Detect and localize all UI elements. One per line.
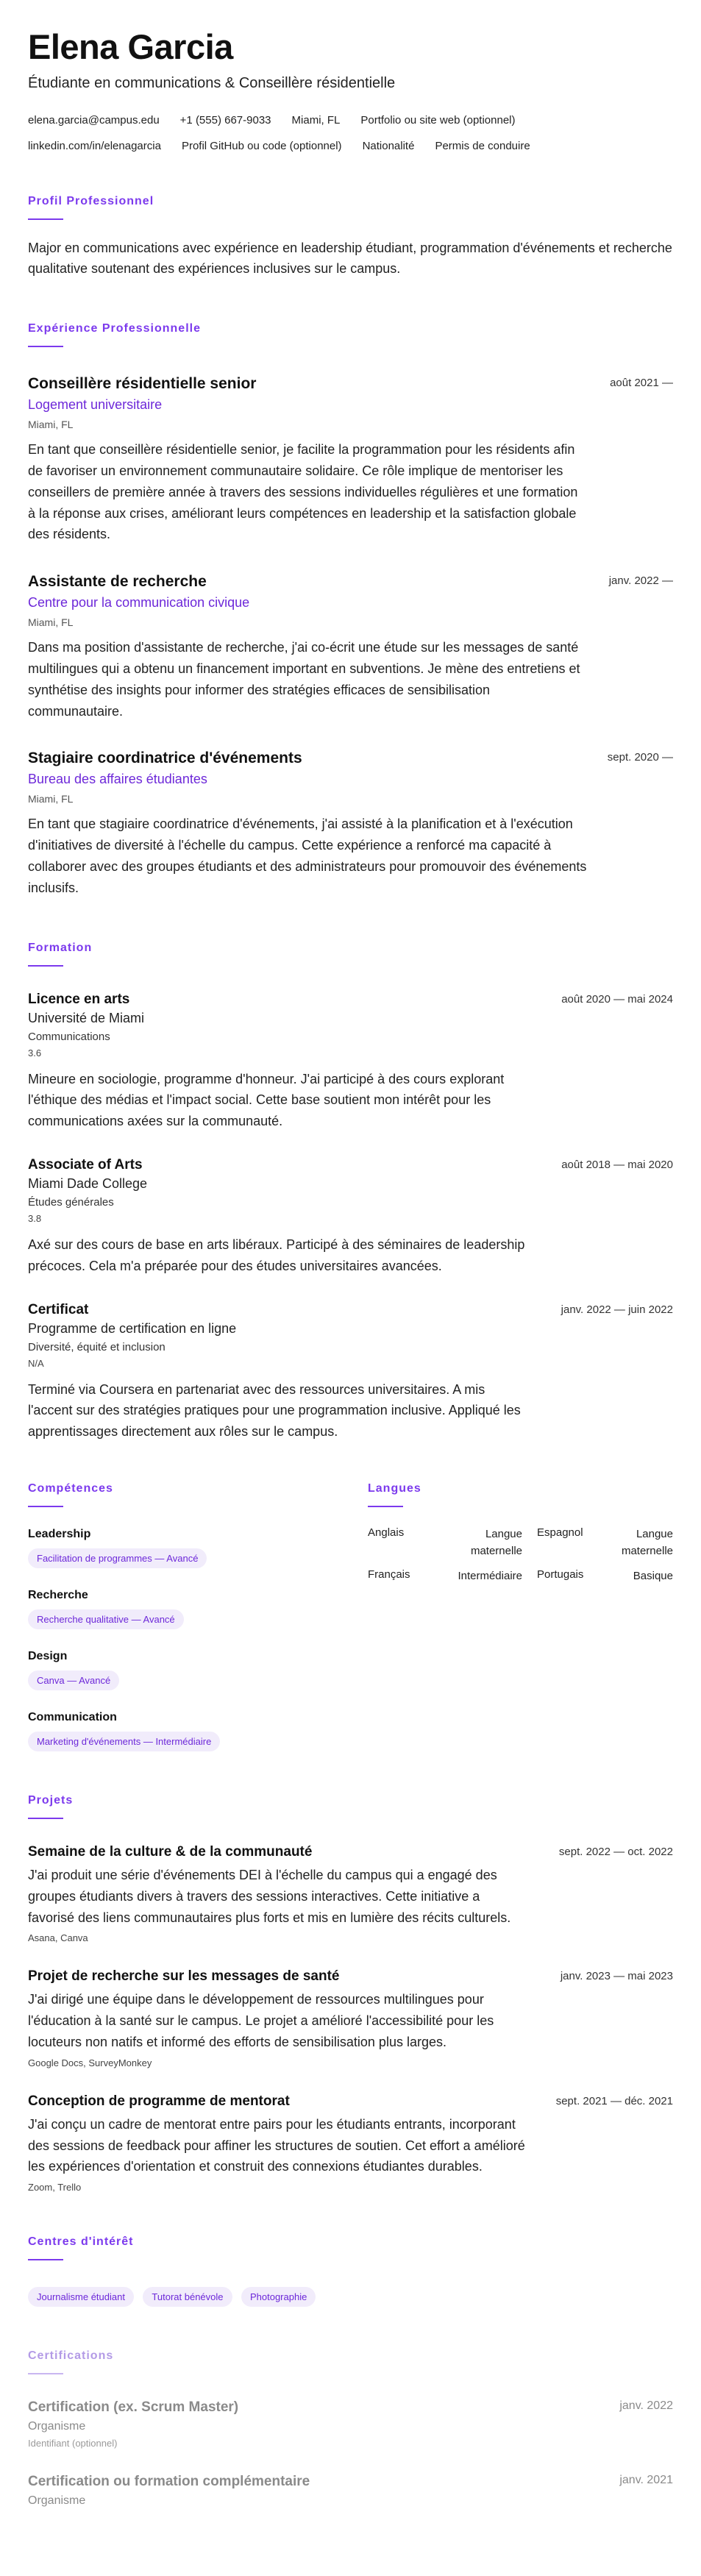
education-date: janv. 2022 — juin 2022 xyxy=(561,1303,673,1316)
school-name: Miami Dade College xyxy=(28,1176,148,1192)
education-description: Mineure en sociologie, programme d'honneur. J'ai participé à des cours explorant l'éthique des médias et l'impact social. Cette base soutient mon intérêt pour les communications axées sur la communauté. xyxy=(28,1071,505,1129)
skill-category: Recherche xyxy=(28,1589,88,1602)
field-of-study: Études générales xyxy=(28,1196,114,1209)
job-date: sept. 2020 — xyxy=(607,751,673,764)
project-entry xyxy=(28,2093,673,2193)
profile-section xyxy=(28,195,673,280)
project-description: J'ai produit une série d'événements DEI à l'échelle du campus qui a engagé des groupes étudiants divers à travers des sessions interactives. Cette initiative a favorisé des liens communautaires plus forts et mis en lumière des récits culturels. xyxy=(28,1868,511,1925)
job-organization: Centre pour la communication civique xyxy=(28,595,250,611)
contact-linkedin[interactable]: linkedin.com/in/elenagarcia xyxy=(28,139,161,152)
experience-entry xyxy=(28,750,673,898)
job-description: En tant que conseillère résidentielle senior, je facilite la programmation pour les résidents afin de favoriser un environnement communautaire solidaire. Ce rôle implique de mentoriser les conseillers de première année à travers des sessions individuelles régulières et une formation à la réponse aux crises, améliorant leurs compétences en leadership et la satisfaction globale des résidents. xyxy=(28,442,578,542)
project-name: Semaine de la culture & de la communauté xyxy=(28,1844,313,1860)
section-title: Formation xyxy=(28,941,93,954)
skill-category: Leadership xyxy=(28,1528,91,1541)
job-organization: Logement universitaire xyxy=(28,397,163,413)
candidate-name: Elena Garcia xyxy=(28,27,233,66)
certification-date: janv. 2021 xyxy=(619,2474,673,2487)
section-title: Profil Professionnel xyxy=(28,194,154,207)
experience-entry xyxy=(28,375,673,545)
skill-group xyxy=(28,1528,368,1568)
languages-section xyxy=(368,1482,673,1751)
education-description: Terminé via Coursera en partenariat avec des ressources universitaires. A mis l'accent sur des stratégies pratiques pour une programmation inclusive. Appliqué les apprentissages directement aux rôles sur le campus. xyxy=(28,1381,521,1440)
job-organization: Bureau des affaires étudiantes xyxy=(28,772,207,787)
skill-chip: Facilitation de programmes — Avancé xyxy=(28,1548,207,1568)
certification-id: Identifiant (optionnel) xyxy=(28,2438,118,2449)
contact-website[interactable]: Portfolio ou site web (optionnel) xyxy=(360,113,516,127)
section-divider xyxy=(28,346,63,347)
job-description: Dans ma position d'assistante de recherche, j'ai co-écrit une étude sur les messages de santé multilingues qui a obtenu un financement important en subventions. Je mène des entretiens et synthétise des insights pour informer des stratégies efficaces de sensibilisation communautaire. xyxy=(28,640,580,719)
gpa-score: 3.6 xyxy=(28,1047,42,1058)
project-entry xyxy=(28,1968,673,2068)
contact-github[interactable]: Profil GitHub ou code (optionnel) xyxy=(181,139,342,152)
project-name: Projet de recherche sur les messages de santé xyxy=(28,1968,340,1985)
profile-summary: Major en communications avec expérience en leadership étudiant, programmation d'événements et recherche qualitative soutenant des expériences inclusives sur le campus. xyxy=(28,240,672,277)
job-date: janv. 2022 — xyxy=(608,574,673,588)
job-location: Miami, FL xyxy=(28,616,74,629)
skill-category: Design xyxy=(28,1650,68,1663)
degree-title: Licence en arts xyxy=(28,991,130,1007)
projects-section xyxy=(28,1794,673,2193)
gpa-score: 3.8 xyxy=(28,1213,42,1225)
certification-name: Certification ou formation complémentaire xyxy=(28,2474,310,2490)
job-title: Conseillère résidentielle senior xyxy=(28,375,257,393)
project-tools: Zoom, Trello xyxy=(28,2182,82,2193)
language-level: Langue maternelle xyxy=(621,1528,673,1557)
interests-list xyxy=(28,2280,673,2307)
section-title: Projets xyxy=(28,1794,74,1807)
skill-group xyxy=(28,1650,368,1690)
project-entry xyxy=(28,1844,673,1943)
certification-issuer: Organisme xyxy=(28,2420,86,2433)
language-name: Anglais xyxy=(368,1526,405,1540)
section-title: Expérience Professionnelle xyxy=(28,322,201,335)
certification-entry xyxy=(28,2399,673,2449)
experience-section xyxy=(28,322,673,898)
contact-nationality: Nationalité xyxy=(362,139,415,152)
section-divider xyxy=(368,1506,403,1507)
skill-chip: Canva — Avancé xyxy=(28,1671,119,1690)
interests-section xyxy=(28,2235,673,2307)
section-divider xyxy=(28,1506,63,1507)
skills-languages-row xyxy=(28,1482,673,1751)
certification-date: janv. 2022 xyxy=(619,2399,673,2413)
section-title: Certifications xyxy=(28,2349,114,2363)
project-description: J'ai conçu un cadre de mentorat entre pairs pour les étudiants entrants, incorporant des sessions de feedback pour affiner les structures de soutien. Cet effort a amélioré les expériences d'orientation et construit des connexions étudiantes durables. xyxy=(28,2116,525,2174)
skill-group xyxy=(28,1711,368,1751)
languages-grid xyxy=(368,1526,673,1585)
contact-row-2 xyxy=(28,140,673,152)
certification-entry xyxy=(28,2474,673,2508)
skill-group xyxy=(28,1589,368,1629)
job-description: En tant que stagiaire coordinatrice d'événements, j'ai assisté à la planification et à l'exécution d'initiatives de diversité à l'échelle du campus. Cette expérience a renforcé ma capacité à collaborer avec des groupes étudiants et des administrateurs pour promouvoir des événements inclusifs. xyxy=(28,816,587,895)
job-location: Miami, FL xyxy=(28,793,74,805)
experience-entry xyxy=(28,573,673,722)
project-description: J'ai dirigé une équipe dans le développement de ressources multilingues pour l'éducation à la santé sur le campus. Le projet a amélioré l'accessibilité pour les locuteurs non natifs et informé des efforts de sensibilisation plus larges. xyxy=(28,1992,494,2049)
gpa-score: N/A xyxy=(28,1357,44,1369)
language-level: Langue maternelle xyxy=(470,1528,522,1557)
certification-name: Certification (ex. Scrum Master) xyxy=(28,2399,239,2416)
candidate-headline: Étudiante en communications & Conseillère résidentielle xyxy=(28,74,396,91)
section-divider xyxy=(28,2373,63,2374)
certifications-section xyxy=(28,2349,673,2508)
degree-title: Associate of Arts xyxy=(28,1157,143,1173)
language-level: Intermédiaire xyxy=(458,1570,522,1583)
interest-chip: Journalisme étudiant xyxy=(28,2287,134,2307)
section-title: Langues xyxy=(368,1482,421,1495)
project-date: sept. 2021 — déc. 2021 xyxy=(555,2094,673,2107)
language-name: Portugais xyxy=(537,1568,584,1581)
skill-category: Communication xyxy=(28,1711,117,1724)
school-name: Université de Miami xyxy=(28,1010,145,1025)
degree-title: Certificat xyxy=(28,1301,89,1317)
certification-issuer: Organisme xyxy=(28,2494,86,2508)
school-name: Programme de certification en ligne xyxy=(28,1320,237,1336)
education-section xyxy=(28,942,673,1442)
section-divider xyxy=(28,965,63,967)
section-title: Compétences xyxy=(28,1482,113,1495)
interest-chip: Tutorat bénévole xyxy=(143,2287,232,2307)
education-entry xyxy=(28,992,673,1132)
job-date: août 2021 — xyxy=(610,377,673,390)
skill-chip: Recherche qualitative — Avancé xyxy=(28,1609,184,1629)
education-date: août 2020 — mai 2024 xyxy=(561,992,673,1006)
skills-section xyxy=(28,1482,368,1751)
language-name: Espagnol xyxy=(537,1526,583,1540)
contact-phone[interactable]: +1 (555) 667-9033 xyxy=(179,113,271,127)
section-title: Centres d'intérêt xyxy=(28,2235,134,2249)
project-date: janv. 2023 — mai 2023 xyxy=(560,1970,673,1983)
language-name: Français xyxy=(368,1568,410,1581)
job-location: Miami, FL xyxy=(28,419,74,431)
language-level: Basique xyxy=(633,1570,673,1583)
section-divider xyxy=(28,2259,63,2260)
contact-row-1 xyxy=(28,114,673,127)
project-tools: Google Docs, SurveyMonkey xyxy=(28,2057,152,2068)
education-entry xyxy=(28,1302,673,1442)
project-date: sept. 2022 — oct. 2022 xyxy=(558,1846,673,1859)
interest-chip: Photographie xyxy=(241,2287,316,2307)
education-description: Axé sur des cours de base en arts libéraux. Participé à des séminaires de leadership précoces. Cela m'a préparée pour des études universitaires avancées. xyxy=(28,1237,525,1273)
resume-header xyxy=(28,28,673,152)
skill-chip: Marketing d'événements — Intermédiaire xyxy=(28,1732,220,1751)
project-name: Conception de programme de mentorat xyxy=(28,2093,290,2109)
section-divider xyxy=(28,1818,63,1819)
contact-location: Miami, FL xyxy=(291,113,341,127)
education-date: août 2018 — mai 2020 xyxy=(561,1159,673,1172)
education-entry xyxy=(28,1157,673,1277)
job-title: Stagiaire coordinatrice d'événements xyxy=(28,750,302,767)
contact-email[interactable]: elena.garcia@campus.edu xyxy=(28,113,160,127)
section-divider xyxy=(28,218,63,220)
field-of-study: Diversité, équité et inclusion xyxy=(28,1340,166,1353)
project-tools: Asana, Canva xyxy=(28,1932,88,1944)
job-title: Assistante de recherche xyxy=(28,573,207,591)
field-of-study: Communications xyxy=(28,1030,110,1043)
contact-license: Permis de conduire xyxy=(435,139,530,152)
